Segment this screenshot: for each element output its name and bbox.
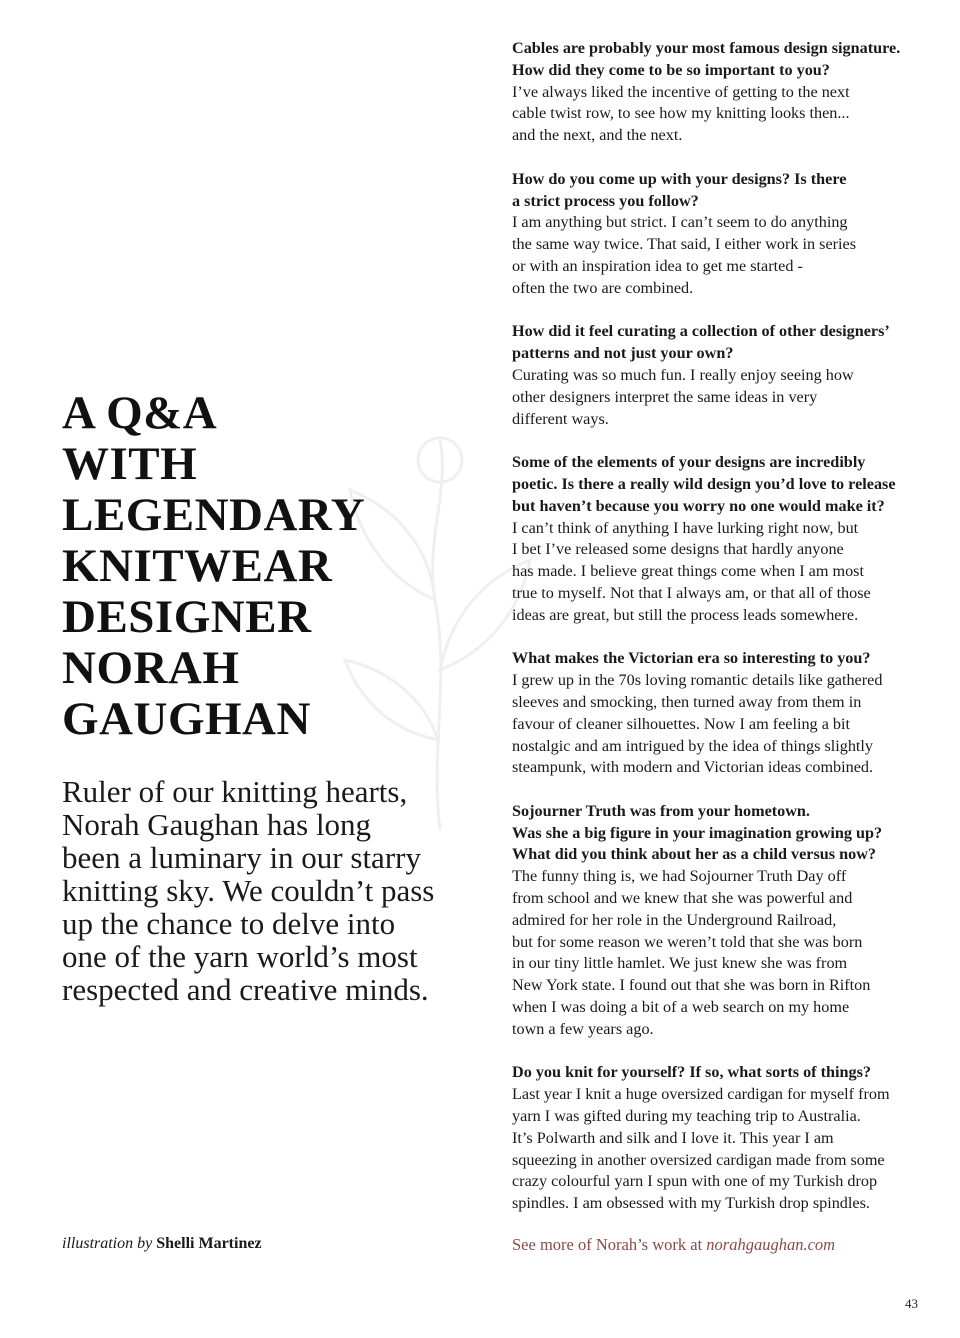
qa-item [512,38,932,147]
answer-line: sleeves and smocking, then turned away from them in [512,692,862,711]
answer-line: different ways. [512,409,609,428]
answer-line: town a few years ago. [512,1019,654,1038]
answer-line: It’s Polwarth and silk and I love it. This year I am [512,1128,834,1147]
intro-line: up the chance to delve into [62,906,396,941]
headline-line: GAUGHAN [62,693,311,745]
question-line: What makes the Victorian era so interesting to you? [512,649,871,668]
answer-line: spindles. I am obsessed with my Turkish drop spindles. [512,1194,870,1213]
answer [512,1084,932,1215]
headline-line: WITH [62,438,198,490]
question-line: Do you knit for yourself? If so, what sorts of things? [512,1063,871,1082]
answer-line: squeezing in another oversized cardigan made from some [512,1150,885,1169]
question-line: How did it feel curating a collection of other designers’ [512,322,890,341]
qa-item [512,801,932,1041]
intro-line: Norah Gaughan has long [62,807,372,842]
answer-line: steampunk, with modern and Victorian ideas combined. [512,758,874,777]
intro-line: knitting sky. We couldn’t pass [62,873,435,908]
question-line: a strict process you follow? [512,191,699,210]
answer-line: the same way twice. That said, I either work in series [512,235,857,254]
qa-item [512,648,932,779]
question [512,452,932,517]
headline-line: KNITWEAR [62,540,333,592]
answer-line: in our tiny little hamlet. We just knew she was from [512,954,848,973]
answer-line: I am anything but strict. I can’t seem to do anything [512,213,848,232]
question-line: What did you think about her as a child versus now? [512,845,877,864]
title-block [62,388,462,1006]
answer-line: and the next, and the next. [512,126,683,145]
answer [512,518,932,627]
answer-line: other designers interpret the same ideas in very [512,387,818,406]
illustration-credit [62,1235,262,1253]
question-line: Sojourner Truth was from your hometown. [512,801,810,820]
credit-name: Shelli Martinez [156,1235,262,1252]
page-number: 43 [905,1296,918,1311]
answer-line: yarn I was gifted during my teaching trip to Australia. [512,1107,861,1126]
qa-item [512,321,932,430]
headline-line: A Q&A [62,387,218,439]
intro-line: respected and creative minds. [62,972,429,1007]
question [512,801,932,866]
question [512,169,932,213]
question [512,648,932,670]
question-line: patterns and not just your own? [512,344,734,363]
question [512,1062,932,1084]
article-intro [62,775,462,1006]
headline-line: DESIGNER [62,591,312,643]
answer-line: I grew up in the 70s loving romantic details like gathered [512,671,883,690]
headline-line: NORAH [62,642,240,694]
answer-line: admired for her role in the Underground Railroad, [512,910,837,929]
question-line: poetic. Is there a really wild design you’d love to release [512,474,896,493]
answer-line: true to myself. Not that I always am, or that all of those [512,583,871,602]
question-line: Cables are probably your most famous design signature. [512,39,901,57]
answer-line: I’ve always liked the incentive of getting to the next [512,82,850,101]
answer-line: Curating was so much fun. I really enjoy seeing how [512,365,854,384]
intro-line: one of the yarn world’s most [62,939,418,974]
intro-line: been a luminary in our starry [62,840,421,875]
answer [512,365,932,430]
qa-item [512,1062,932,1215]
answer-line: when I was doing a bit of a web search on my home [512,998,850,1017]
answer-line: ideas are great, but still the process leads somewhere. [512,605,859,624]
answer [512,82,932,147]
question [512,321,932,365]
question-line: but haven’t because you worry no one would make it? [512,496,885,515]
qa-column [512,38,932,1237]
answer-line: I bet I’ve released some designs that hardly anyone [512,540,844,559]
answer-line: I can’t think of anything I have lurking right now, but [512,518,859,537]
answer-line: often the two are combined. [512,278,694,297]
headline-line: LEGENDARY [62,489,366,541]
answer [512,670,932,779]
answer-line: has made. I believe great things come when I am most [512,562,864,581]
answer-line: nostalgic and am intrigued by the idea of things slightly [512,736,874,755]
answer-line: Last year I knit a huge oversized cardigan for myself from [512,1085,890,1104]
credit-prefix: illustration by [62,1235,153,1252]
footer-text: See more of Norah’s work at [512,1235,703,1254]
answer-line: New York state. I found out that she was born in Rifton [512,976,871,995]
answer [512,212,932,299]
website-footer [512,1235,835,1255]
question-line: Was she a big figure in your imagination growing up? [512,823,883,842]
qa-item [512,452,932,626]
website-link[interactable]: norahgaughan.com [706,1235,836,1254]
qa-item [512,169,932,300]
answer-line: or with an inspiration idea to get me started - [512,256,803,275]
question-line: Some of the elements of your designs are incredibly [512,453,866,472]
question [512,38,932,82]
answer-line: from school and we knew that she was powerful and [512,889,853,908]
answer-line: but for some reason we weren’t told that she was born [512,932,863,951]
answer [512,866,932,1040]
question-line: How did they come to be so important to you? [512,60,830,79]
answer-line: The funny thing is, we had Sojourner Truth Day off [512,867,847,886]
question-line: How do you come up with your designs? Is there [512,169,847,188]
article-headline [62,388,462,745]
answer-line: crazy colourful yarn I spun with one of my Turkish drop [512,1172,878,1191]
answer-line: favour of cleaner silhouettes. Now I am feeling a bit [512,714,851,733]
intro-line: Ruler of our knitting hearts, [62,774,408,809]
answer-line: cable twist row, to see how my knitting looks then... [512,104,850,123]
